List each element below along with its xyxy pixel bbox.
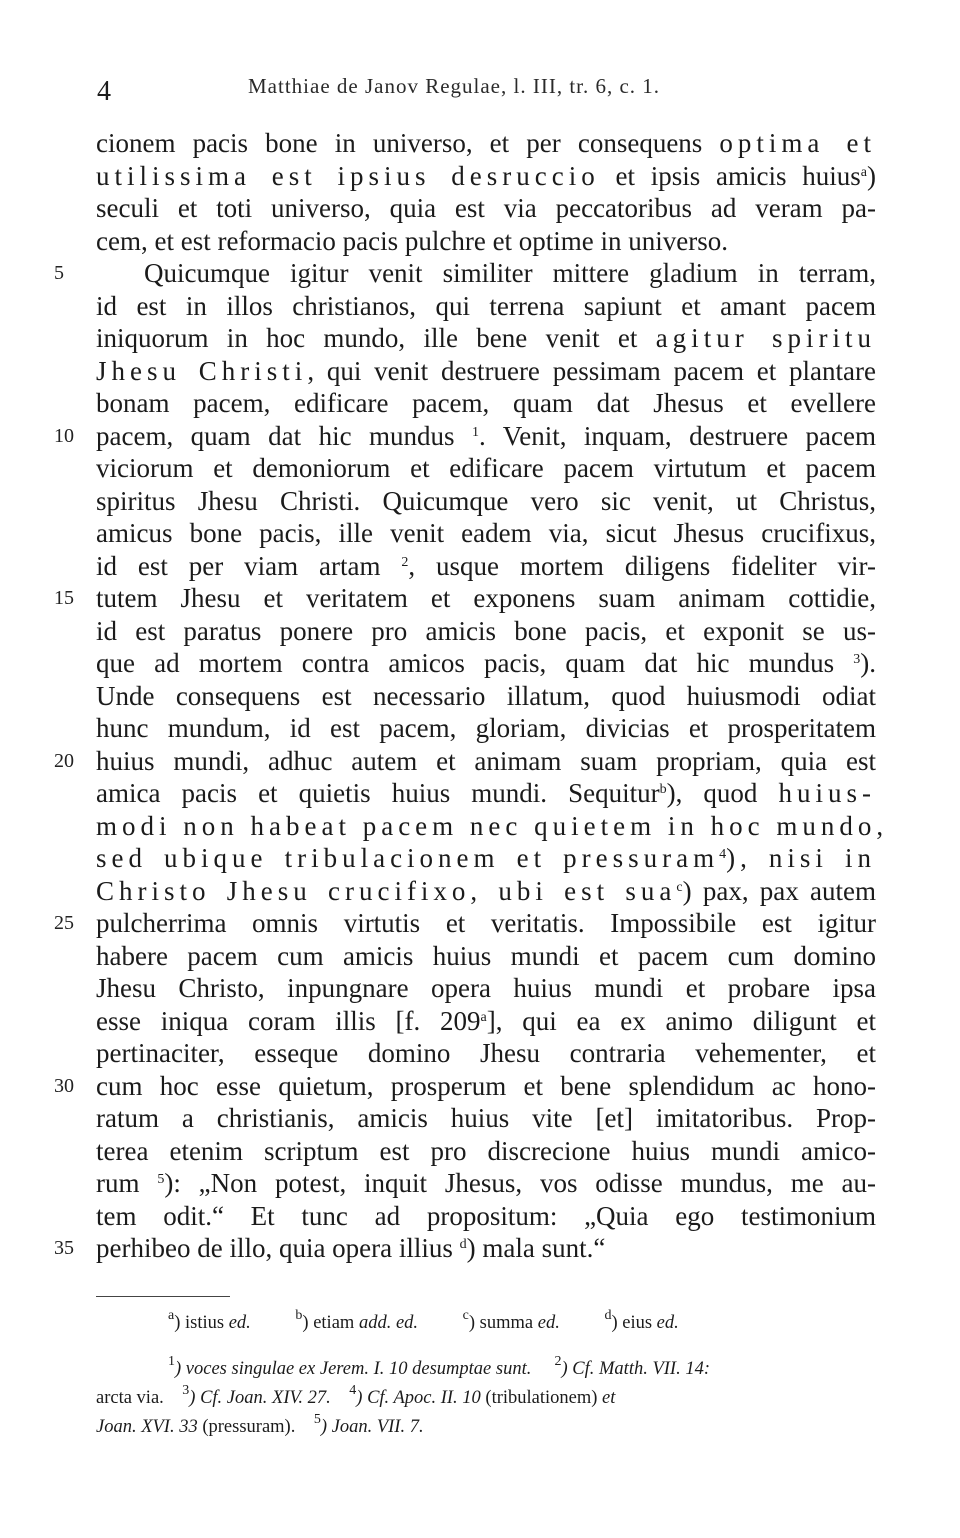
text-line-24	[96, 875, 876, 908]
text-line-33	[96, 1167, 876, 1200]
spaced-emphasis: sed ubique tribulacionem et pressuram	[96, 843, 720, 873]
note-mark: 5	[313, 1412, 321, 1427]
text-fragment: et ipsis amicis huius	[599, 160, 861, 191]
text-line-22	[96, 810, 889, 843]
spaced-emphasis: Jhesu Christi	[96, 355, 308, 386]
footnote-mark: 5	[157, 1172, 165, 1187]
text-fragment: pulcherrima omnis virtutis et veritatis. Impossibile est igitur	[96, 908, 876, 938]
note-ref: ed.	[537, 1313, 560, 1333]
text-line-6: id est in illos christianos, qui terrena sapiunt et amant pacem	[96, 290, 876, 321]
main-text	[54, 127, 889, 1265]
text-line-5	[54, 257, 876, 290]
line-number: 35	[54, 1237, 74, 1259]
line-number: 20	[54, 749, 74, 772]
variant-note	[168, 1308, 251, 1334]
text-line-27: Jhesu Christo, inpungnare opera huius mundi et probare ipsa	[96, 973, 876, 1003]
text-line-9: bonam pacem, edificare pacem, quam dat Jhesus et evellere	[96, 388, 876, 418]
line-number: 25	[54, 912, 74, 934]
text-line-3: seculi et toti universo, quia est via peccatoribus ad veram pa-	[96, 193, 876, 223]
variant-mark: a	[860, 164, 867, 180]
note-ref: ed.	[228, 1313, 251, 1333]
note-text: ) etiam	[302, 1313, 359, 1333]
footnote-mark: 2	[401, 554, 409, 570]
text-line-16: id est paratus ponere pro amicis bone pacis, et exponit se us-	[96, 615, 876, 646]
text-line-7	[96, 322, 876, 355]
note-text: ) eius	[611, 1313, 657, 1333]
text-line-11: viciorum et demoniorum et edificare pacem virtutum et pacem	[96, 453, 876, 483]
note-mark: 4	[349, 1383, 357, 1398]
text-fragment: iniquorum in hoc mundo, ille bene venit et	[96, 323, 656, 353]
text-fragment: pacem, quam dat hic mundus	[96, 420, 455, 451]
text-line-12: spiritus Jhesu Christi. Quicumque vero sic venit, ut Christus,	[96, 485, 876, 516]
text-line-35	[54, 1232, 876, 1265]
text-line-25	[54, 907, 876, 940]
text-fragment: cum hoc esse quietum, prosperum et bene splendidum ac hono-	[96, 1070, 876, 1101]
note-text: et	[602, 1388, 616, 1408]
spaced-emphasis: utilissima est ipsius desruccio	[96, 160, 600, 191]
footnote-mark: 3	[853, 652, 861, 667]
note-mark: 1	[168, 1354, 175, 1369]
note-text: ) voces singulae ex Jerem. I. 10 desumptae sunt.	[175, 1359, 532, 1379]
line-number: 15	[54, 587, 74, 609]
text-fragment: ), quod	[666, 778, 779, 808]
text-line-18: Unde consequens est necessario illatum, quod huiusmodi odiat	[96, 680, 876, 711]
note-mark: c	[462, 1308, 469, 1323]
text-line-29: pertinaciter, esseque domino Jhesu contraria vehementer, et	[96, 1038, 876, 1068]
note-mark: d	[604, 1308, 612, 1323]
footnote-mark: 1	[472, 424, 479, 440]
folio-mark: a	[480, 1009, 487, 1025]
spaced-emphasis: agitur spiritu	[655, 323, 877, 353]
text-fragment: ).	[860, 648, 877, 678]
text-fragment: tutem Jhesu et veritatem et exponens suam animam cottidie,	[96, 583, 876, 613]
variant-note	[604, 1308, 679, 1334]
text-fragment: , qui venit destruere pessimam pacem et plantare	[307, 355, 876, 386]
text-fragment: que ad mortem contra amicos pacis, quam dat hic mundus	[96, 648, 835, 678]
text-fragment: Quicumque igitur venit similiter mittere gladium in terram,	[144, 258, 876, 288]
variant-notes	[96, 1308, 876, 1334]
line-number: 5	[54, 262, 64, 284]
text-fragment: rum	[96, 1168, 140, 1198]
text-fragment: amica pacis et quietis huius mundi. Sequitur	[96, 778, 660, 808]
text-line-32: terea etenim scriptum est pro discrecione huius mundi amico-	[96, 1135, 876, 1166]
text-line-19: hunc mundum, id est pacem, gloriam, divicias et prosperitatem	[96, 713, 876, 743]
note-mark: 2	[554, 1354, 562, 1369]
note-mark: b	[295, 1308, 303, 1323]
note-text: (pressuram).	[197, 1417, 296, 1437]
text-fragment: ): „Non potest, inquit Jhesus, vos odisse mundus, me au-	[164, 1168, 876, 1198]
source-note-line	[96, 1413, 876, 1442]
line-number: 10	[54, 424, 74, 447]
text-fragment: . Venit, inquam, destruere pacem	[479, 420, 876, 451]
text-fragment: , usque mortem diligens fideliter vir-	[408, 550, 876, 581]
text-line-10	[54, 420, 876, 453]
source-note-line	[96, 1355, 876, 1384]
source-notes	[96, 1355, 876, 1442]
spaced-emphasis: huius-	[778, 778, 876, 808]
footnote-mark: 4	[719, 847, 727, 862]
page-header	[0, 70, 960, 110]
spaced-emphasis: modi non habeat pacem nec quietem in hoc mundo,	[96, 810, 889, 841]
note-text: (tribulationem)	[480, 1388, 603, 1408]
spaced-emphasis: Christo Jhesu crucifixo, ubi est sua	[96, 875, 677, 906]
spaced-emphasis: optima et	[719, 128, 876, 158]
footnote-divider	[96, 1296, 230, 1297]
text-line-20	[54, 745, 876, 778]
note-text: Joan. XVI. 33	[96, 1417, 198, 1437]
note-ref: add. ed.	[358, 1313, 419, 1333]
text-line-28	[96, 1005, 876, 1038]
text-line-30	[54, 1070, 876, 1103]
text-fragment: huius mundi, adhuc autem et animam suam propriam, quia est	[96, 745, 876, 776]
text-line-4: cem, et est reformacio pacis pulchre et optime in universo.	[96, 225, 729, 256]
note-text: ) Cf. Joan. XIV. 27.	[189, 1388, 331, 1408]
text-line-8	[96, 355, 876, 388]
text-fragment: cionem pacis bone in universo, et per consequens	[96, 128, 720, 158]
text-fragment: esse iniqua coram illis [f. 209	[96, 1005, 481, 1036]
text-fragment: id est per viam artam	[96, 550, 381, 581]
spaced-emphasis: ), nisi in	[726, 843, 876, 873]
text-line-17	[96, 647, 876, 680]
text-fragment: ) pax, pax autem	[682, 875, 876, 906]
source-note-line	[96, 1384, 876, 1413]
running-title: Matthiae de Janov Regulae, l. III, tr. 6, c. 1.	[248, 74, 661, 98]
text-line-1	[96, 127, 876, 160]
text-line-23	[96, 842, 876, 875]
text-fragment: ], qui ea ex animo diligunt et	[486, 1005, 876, 1036]
text-fragment: perhibeo de illo, quia opera illius	[96, 1233, 453, 1263]
note-mark: a	[168, 1308, 175, 1323]
note-mark: 3	[182, 1383, 190, 1398]
variant-mark: d	[459, 1237, 467, 1252]
note-text: ) summa	[468, 1313, 538, 1333]
note-text: ) Cf. Matth. VII. 14:	[561, 1359, 710, 1379]
note-ref: ed.	[656, 1313, 679, 1333]
note-text: ) Joan. VII. 7.	[320, 1417, 424, 1437]
note-text: arcta via.	[96, 1388, 164, 1408]
variant-mark: c	[676, 879, 683, 895]
note-text: ) istius	[174, 1313, 229, 1333]
variant-note	[462, 1308, 560, 1334]
page-number: 4	[97, 76, 111, 107]
variant-mark: b	[659, 782, 667, 797]
text-line-2: utilissima est ipsius desruccio et ipsis amicis huius$^a$)	[96, 160, 876, 191]
variant-note	[295, 1308, 419, 1334]
text-line-34: tem odit.“ Et tunc ad propositum: „Quia ego testimonium	[96, 1200, 876, 1231]
text-line-14	[96, 550, 876, 583]
note-text: ) Cf. Apoc. II. 10	[356, 1388, 481, 1408]
text-line-21	[96, 777, 876, 810]
text-fragment: ) mala sunt.“	[466, 1233, 606, 1263]
text-line-15	[54, 582, 876, 615]
text-line-26: habere pacem cum amicis huius mundi et pacem cum domino	[96, 940, 876, 971]
text-line-31: ratum a christianis, amicis huius vite [et] imitatoribus. Prop-	[96, 1103, 876, 1133]
line-number: 30	[54, 1074, 74, 1097]
text-line-13: amicus bone pacis, ille venit eadem via, sicut Jhesus crucifixus,	[96, 518, 876, 548]
